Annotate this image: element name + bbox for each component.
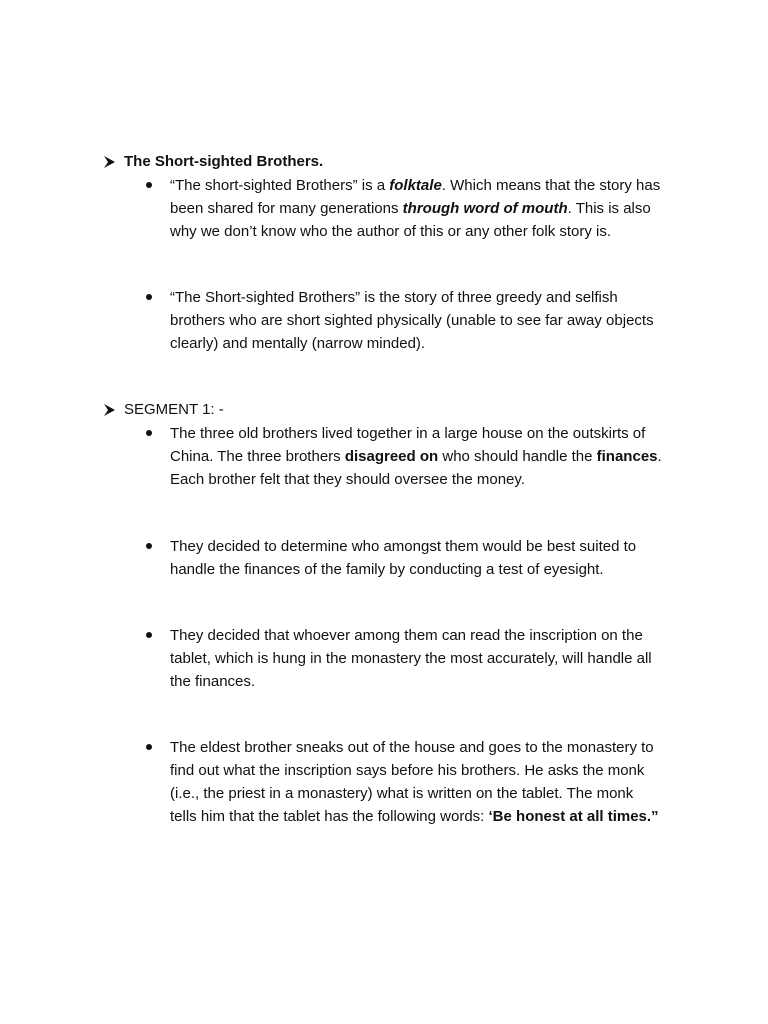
section-title: The Short-sighted Brothers. (124, 153, 324, 170)
bullet-icon (146, 182, 152, 188)
text-run: the finances. (170, 673, 256, 690)
text-line (170, 174, 710, 197)
bullet-icon (146, 543, 152, 549)
text-run: Each brother felt that they should oversee the money. (170, 471, 525, 488)
paragraph (170, 174, 710, 243)
emphasis-text: folktale (389, 177, 442, 194)
emphasis-text: ‘Be honest at all times.” (488, 808, 659, 825)
bullet-icon (146, 744, 152, 750)
bullet-icon (146, 294, 152, 300)
text-run: “The short-sighted Brothers” is a (170, 177, 390, 194)
text-run: why we don’t know who the author of this or any other folk story is. (170, 223, 612, 240)
paragraph (170, 422, 710, 491)
text-line (170, 670, 710, 693)
section-heading (102, 400, 722, 420)
section-heading (102, 152, 722, 172)
arrow-bullet-icon (102, 152, 118, 172)
text-run: They decided to determine who amongst them would be best suited to (170, 538, 637, 555)
bullet-icon (146, 430, 152, 436)
text-run: brothers who are short sighted physically (unable to see far away objects (170, 312, 654, 329)
text-run: been shared for many generations (170, 200, 403, 217)
text-run: tablet, which is hung in the monastery the most accurately, will handle all (170, 650, 652, 667)
text-line (170, 286, 710, 309)
text-line (170, 468, 710, 491)
text-line (170, 309, 710, 332)
text-run: find out what the inscription says before his brothers. He asks the monk (170, 762, 645, 779)
paragraph (170, 535, 710, 581)
text-line (170, 782, 710, 805)
text-run: handle the finances of the family by conducting a test of eyesight. (170, 561, 604, 578)
text-line (170, 220, 710, 243)
text-line (170, 332, 710, 355)
paragraph (170, 736, 710, 828)
text-line (170, 197, 710, 220)
emphasis-text: disagreed on (344, 448, 439, 465)
text-line (170, 647, 710, 670)
text-line (170, 422, 710, 445)
section-short-sighted-brothers (102, 152, 722, 352)
text-run: tells him that the tablet has the following words: (170, 808, 489, 825)
text-run: . (657, 448, 662, 465)
text-run: (i.e., the priest in a monastery) what is written on the tablet. The monk (170, 785, 634, 802)
emphasis-text: through word of mouth (402, 200, 568, 217)
text-run: They decided that whoever among them can read the inscription on the (170, 627, 643, 644)
paragraph (170, 286, 710, 355)
text-line (170, 624, 710, 647)
text-line (170, 558, 710, 581)
arrow-bullet-icon (102, 400, 118, 420)
emphasis-text: finances (596, 448, 658, 465)
bullet-icon (146, 632, 152, 638)
text-run: . This is also (567, 200, 651, 217)
paragraph (170, 624, 710, 693)
section-title: SEGMENT 1: - (124, 401, 224, 418)
text-line (170, 535, 710, 558)
section-segment-1 (102, 400, 722, 825)
text-line (170, 805, 710, 828)
text-run: The three old brothers lived together in a large house on the outskirts of (170, 425, 646, 442)
text-run: China. The three brothers (170, 448, 345, 465)
text-run: “The Short-sighted Brothers” is the story of three greedy and selfish (170, 289, 618, 306)
text-run: clearly) and mentally (narrow minded). (170, 335, 426, 352)
text-run: The eldest brother sneaks out of the house and goes to the monastery to (170, 739, 654, 756)
text-run: who should handle the (438, 448, 597, 465)
text-line (170, 759, 710, 782)
text-line (170, 445, 710, 468)
text-run: . Which means that the story has (441, 177, 661, 194)
text-line (170, 736, 710, 759)
